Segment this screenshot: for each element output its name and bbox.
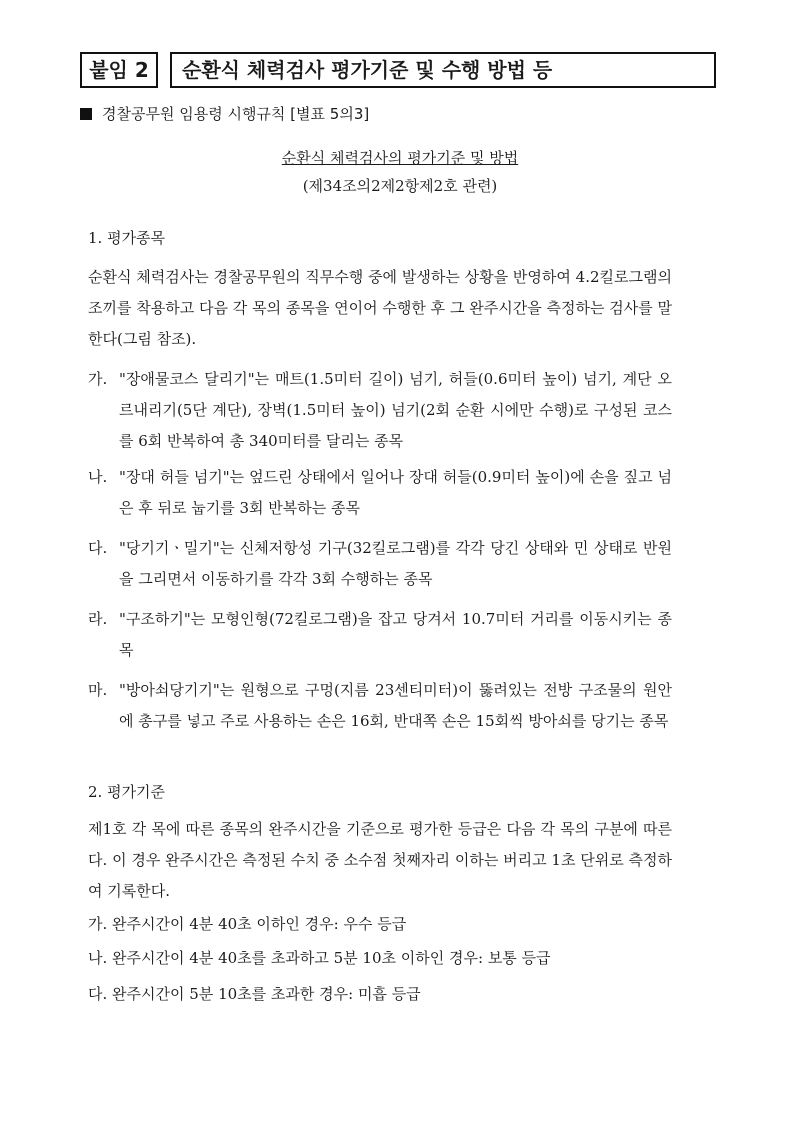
section-heading-evaluation-criteria: 2. 평가기준 bbox=[88, 783, 166, 801]
item-text: "방아쇠당기기"는 원형으로 구멍(지름 23센티미터)이 뚫려있는 전방 구조물의 원안에 총구를 넣고 주로 사용하는 손은 16회, 반대쪽 손은 15회씩 방아쇠를 당기는 종목 bbox=[119, 681, 672, 730]
list-item bbox=[88, 364, 672, 457]
law-reference-text: 경찰공무원 임용령 시행규칙 [별표 5의3] bbox=[102, 105, 370, 123]
doc-subtitle: (제34조의2제2항제2호 관련) bbox=[302, 177, 498, 195]
item-text: 완주시간이 4분 40초 이하인 경우: 우수 등급 bbox=[112, 915, 407, 933]
doc-title-text: 순환식 체력검사의 평가기준 및 방법 bbox=[281, 149, 519, 167]
law-reference bbox=[80, 104, 369, 124]
doc-title bbox=[0, 148, 800, 168]
square-bullet-icon bbox=[80, 108, 92, 120]
section-heading-evaluation-items: 1. 평가종목 bbox=[88, 229, 166, 247]
page-title: 순환식 체력검사 평가기준 및 수행 방법 등 bbox=[170, 52, 716, 88]
item-label: 마. bbox=[88, 681, 108, 699]
list-item bbox=[88, 914, 688, 934]
list-item bbox=[88, 462, 672, 524]
item-label: 가. bbox=[88, 370, 108, 388]
item-text: "장애물코스 달리기"는 매트(1.5미터 길이) 넘기, 허들(0.6미터 높이) 넘기, 계단 오르내리기(5단 계단), 장벽(1.5미터 높이) 넘기(2회 순환 시에만 수행)로 구성된 코스를 6회 반복하여 총 340미터를 달리는 종목 bbox=[119, 370, 672, 450]
list-item bbox=[88, 533, 672, 595]
item-label: 다. bbox=[88, 985, 108, 1003]
item-label: 라. bbox=[88, 610, 108, 628]
item-text: "구조하기"는 모형인형(72킬로그램)을 잡고 당겨서 10.7미터 거리를 이동시키는 종목 bbox=[119, 610, 672, 659]
item-text: "장대 허들 넘기"는 엎드린 상태에서 일어나 장대 허들(0.9미터 높이)에 손을 짚고 넘은 후 뒤로 눕기를 3회 반복하는 종목 bbox=[119, 468, 672, 517]
list-item bbox=[88, 604, 672, 666]
item-label: 다. bbox=[88, 539, 108, 557]
item-text: "당기기ㆍ밀기"는 신체저항성 기구(32킬로그램)를 각각 당긴 상태와 민 상태로 반원을 그리면서 이동하기를 각각 3회 수행하는 종목 bbox=[119, 539, 672, 588]
item-label: 나. bbox=[88, 949, 108, 967]
list-item bbox=[88, 675, 672, 737]
list-item bbox=[88, 984, 688, 1004]
item-text: 완주시간이 5분 10초를 초과한 경우: 미흡 등급 bbox=[112, 985, 421, 1003]
item-label: 가. bbox=[88, 915, 108, 933]
item-text: 완주시간이 4분 40초를 초과하고 5분 10초 이하인 경우: 보통 등급 bbox=[112, 949, 551, 967]
document-header bbox=[80, 52, 716, 92]
annex-label: 붙임 2 bbox=[80, 52, 158, 88]
section1-intro: 순환식 체력검사는 경찰공무원의 직무수행 중에 발생하는 상황을 반영하여 4.2킬로그램의 조끼를 착용하고 다음 각 목의 종목을 연이어 수행한 후 그 완주시간을 측정하는 검사를 말한다(그림 참조). bbox=[88, 268, 672, 348]
item-label: 나. bbox=[88, 468, 108, 486]
list-item bbox=[88, 948, 688, 968]
section2-intro: 제1호 각 목에 따른 종목의 완주시간을 기준으로 평가한 등급은 다음 각 목의 구분에 따른다. 이 경우 완주시간은 측정된 수치 중 소수점 첫째자리 이하는 버리고 1초 단위로 측정하여 기록한다. bbox=[88, 820, 672, 900]
